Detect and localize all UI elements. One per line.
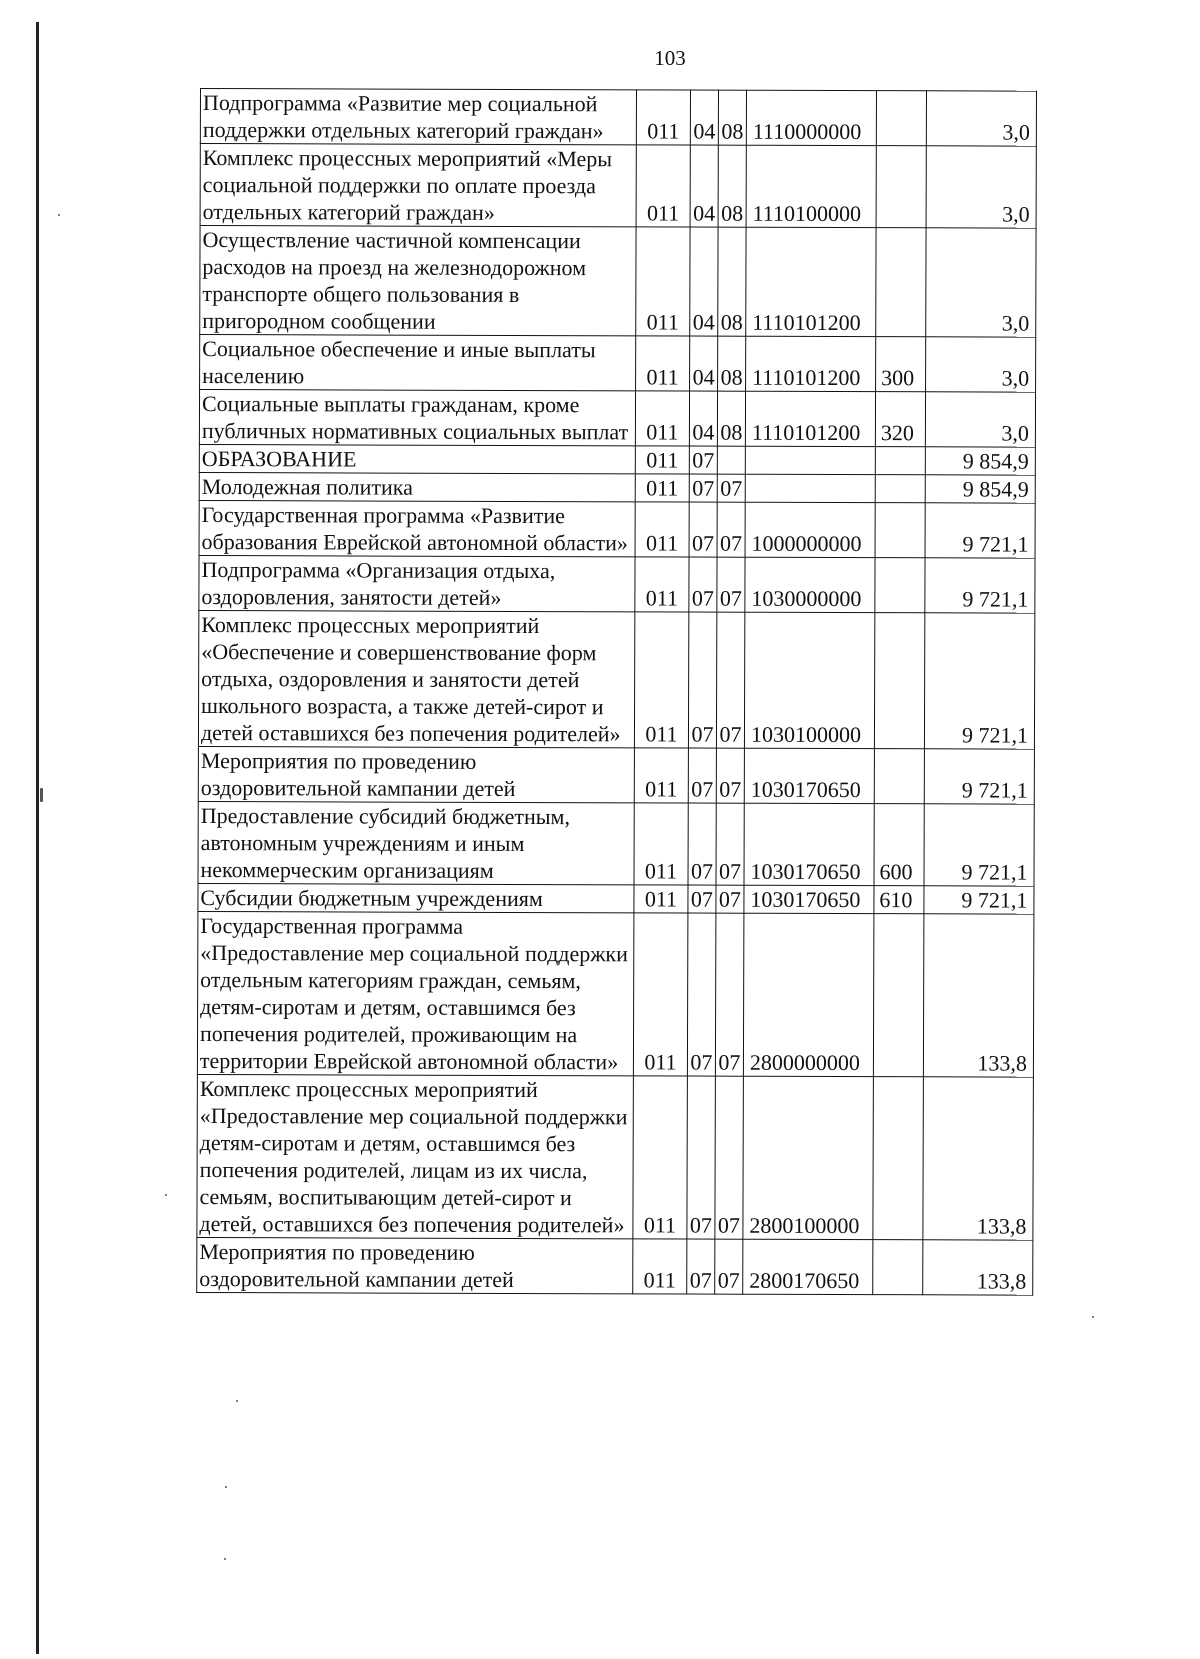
cell-target-code: 1110000000 [746, 90, 876, 145]
cell-name: Предоставление субсидий бюджетным, автономным учреждениям и иным некоммерческим организациям [198, 801, 634, 884]
cell-name: Социальное обеспечение и иные выплаты населению [200, 335, 636, 391]
cell-name: Мероприятия по проведению оздоровительной кампании детей [197, 1237, 633, 1293]
cell-amount: 3,0 [926, 228, 1036, 337]
scan-speck [236, 1400, 238, 1402]
cell-expense-kind-code [875, 558, 925, 613]
cell-ministry-code: 011 [636, 227, 690, 336]
cell-subsection-code: 07 [716, 612, 744, 748]
cell-expense-kind-code: 600 [874, 804, 924, 886]
table-row [199, 390, 1035, 448]
cell-expense-kind-code [874, 749, 924, 804]
cell-expense-kind-code: 610 [874, 886, 924, 914]
cell-subsection-code: 08 [718, 145, 746, 227]
table-row [199, 472, 1035, 503]
cell-name: Комплекс процессных мероприятий «Меры социальной поддержки по оплате проезда отдельных категорий граждан» [200, 144, 636, 227]
cell-ministry-code: 011 [634, 612, 688, 748]
cell-amount: 9 854,9 [925, 475, 1035, 503]
cell-name: Осуществление частичной компенсации расходов на проезд на железнодорожном транспорте общего пользования в пригородном сообщении [200, 226, 636, 336]
cell-subsection-code: 08 [718, 227, 746, 336]
cell-target-code: 2800170650 [743, 1239, 873, 1294]
cell-ministry-code: 011 [635, 391, 689, 446]
cell-ministry-code: 011 [635, 502, 689, 557]
scan-speck [40, 788, 43, 802]
cell-expense-kind-code [873, 1077, 924, 1240]
cell-amount: 133,8 [923, 1077, 1034, 1240]
cell-name: Социальные выплаты гражданам, кроме публичных нормативных социальных выплат [199, 390, 635, 446]
cell-subsection-code: 07 [715, 1239, 743, 1294]
cell-section-code: 04 [690, 227, 718, 336]
table-body [197, 89, 1037, 1296]
cell-subsection-code [717, 446, 745, 474]
cell-subsection-code: 07 [716, 803, 744, 885]
cell-expense-kind-code [875, 475, 925, 503]
cell-section-code: 07 [689, 446, 717, 474]
cell-target-code: 1030170650 [744, 885, 874, 913]
cell-ministry-code: 011 [636, 336, 690, 391]
cell-ministry-code: 011 [634, 803, 688, 885]
cell-subsection-code: 07 [716, 885, 744, 913]
cell-ministry-code: 011 [635, 557, 689, 612]
cell-amount: 9 721,1 [925, 558, 1035, 613]
cell-name: Государственная программа «Развитие образования Еврейской автономной области» [199, 500, 635, 556]
cell-amount: 9 721,1 [924, 886, 1034, 914]
cell-section-code: 07 [688, 885, 716, 913]
scan-speck [58, 214, 60, 216]
cell-section-code: 07 [687, 913, 716, 1076]
cell-target-code: 1030170650 [744, 748, 874, 803]
cell-ministry-code: 011 [633, 1076, 688, 1239]
cell-section-code: 07 [688, 803, 716, 885]
left-margin-line [36, 22, 39, 1654]
cell-amount: 3,0 [926, 337, 1036, 392]
cell-name: Государственная программа «Предоставление мер социальной поддержки отдельным категориям граждан, семьям, детям-сиротам и детям, оставшимся без попечения родителей, проживающим на территории Еврейской автономной области» [197, 911, 634, 1075]
cell-expense-kind-code [874, 613, 924, 749]
cell-expense-kind-code [876, 91, 926, 146]
cell-section-code: 07 [687, 1076, 716, 1239]
cell-name: Подпрограмма «Организация отдыха, оздоровления, занятости детей» [199, 555, 635, 611]
cell-target-code: 2800100000 [743, 1076, 874, 1239]
cell-amount: 9 721,1 [924, 804, 1034, 886]
budget-table [196, 88, 1037, 1296]
scan-speck [165, 1194, 167, 1196]
table-row [199, 555, 1035, 613]
cell-target-code: 1000000000 [745, 502, 875, 557]
cell-amount: 3,0 [926, 91, 1036, 146]
cell-target-code [745, 474, 875, 502]
cell-expense-kind-code: 320 [875, 392, 925, 447]
cell-ministry-code: 011 [635, 474, 689, 502]
cell-ministry-code: 011 [635, 446, 689, 474]
cell-expense-kind-code [873, 914, 924, 1077]
cell-name: Комплекс процессных мероприятий «Предоставление мер социальной поддержки детям-сиротам и детям, оставшимся без попечения родителей, лицам из их числа, семьям, воспитывающим детей-сирот и детей, оставшихся без попечения родителей» [197, 1074, 634, 1238]
cell-target-code: 1030170650 [744, 803, 874, 885]
cell-subsection-code: 07 [715, 913, 744, 1076]
cell-ministry-code: 011 [634, 885, 688, 913]
table-row [198, 746, 1034, 804]
cell-subsection-code: 08 [718, 90, 746, 145]
table-row [198, 801, 1034, 886]
table-row [197, 1237, 1033, 1295]
cell-subsection-code: 07 [717, 474, 745, 502]
cell-name: Подпрограмма «Развитие мер социальной поддержки отдельных категорий граждан» [200, 89, 636, 145]
cell-target-code [745, 446, 875, 474]
cell-amount: 9 854,9 [925, 447, 1035, 475]
cell-section-code: 07 [689, 502, 717, 557]
cell-amount: 133,8 [923, 1240, 1033, 1295]
table-row [200, 335, 1036, 393]
cell-section-code: 04 [689, 391, 717, 446]
cell-amount: 133,8 [923, 914, 1034, 1077]
cell-expense-kind-code [875, 447, 925, 475]
cell-ministry-code: 011 [633, 913, 688, 1076]
cell-section-code: 07 [687, 1239, 715, 1294]
cell-amount: 9 721,1 [924, 613, 1034, 749]
cell-target-code: 1110100000 [746, 145, 876, 227]
cell-expense-kind-code [876, 146, 926, 228]
cell-section-code: 04 [690, 145, 718, 227]
scan-speck [1092, 1316, 1094, 1318]
cell-ministry-code: 011 [636, 145, 690, 227]
cell-section-code: 04 [690, 336, 718, 391]
scan-speck [224, 1558, 226, 1560]
table-row [199, 444, 1035, 475]
cell-target-code: 1030000000 [745, 557, 875, 612]
cell-ministry-code: 011 [636, 90, 690, 145]
page-number: 103 [654, 46, 686, 70]
scan-speck [225, 1486, 227, 1488]
cell-expense-kind-code: 300 [876, 337, 926, 392]
cell-name: ОБРАЗОВАНИЕ [199, 444, 635, 473]
cell-name: Молодежная политика [199, 472, 635, 501]
table-row [200, 89, 1036, 147]
table-row [200, 144, 1036, 229]
table-row [199, 500, 1035, 558]
table-row [198, 610, 1034, 749]
cell-expense-kind-code [876, 228, 926, 337]
cell-amount: 9 721,1 [925, 503, 1035, 558]
cell-expense-kind-code [875, 503, 925, 558]
table-row [197, 1074, 1034, 1240]
table-row [197, 911, 1034, 1077]
cell-subsection-code: 07 [716, 748, 744, 803]
cell-section-code: 04 [690, 90, 718, 145]
cell-amount: 3,0 [926, 146, 1036, 228]
cell-target-code: 1110101200 [746, 227, 876, 336]
cell-amount: 3,0 [925, 392, 1035, 447]
cell-target-code: 1110101200 [746, 336, 876, 391]
table-row [198, 883, 1034, 914]
cell-subsection-code: 08 [717, 391, 745, 446]
cell-ministry-code: 011 [633, 1239, 687, 1294]
table-row [200, 226, 1036, 338]
cell-section-code: 07 [689, 474, 717, 502]
cell-section-code: 07 [688, 748, 716, 803]
cell-amount: 9 721,1 [924, 749, 1034, 804]
cell-expense-kind-code [873, 1240, 923, 1295]
cell-section-code: 07 [688, 612, 716, 748]
cell-name: Мероприятия по проведению оздоровительной кампании детей [198, 746, 634, 802]
cell-subsection-code: 07 [717, 557, 745, 612]
cell-subsection-code: 07 [715, 1076, 744, 1239]
cell-subsection-code: 07 [717, 502, 745, 557]
cell-name: Комплекс процессных мероприятий «Обеспечение и совершенствование форм отдыха, оздоровления и занятости детей школьного возраста, а также детей-сирот и детей оставшихся без попечения родителей» [198, 610, 634, 747]
cell-target-code: 1030100000 [744, 612, 874, 748]
cell-name: Субсидии бюджетным учреждениям [198, 883, 634, 912]
cell-subsection-code: 08 [718, 336, 746, 391]
cell-target-code: 2800000000 [743, 913, 874, 1076]
cell-ministry-code: 011 [634, 748, 688, 803]
cell-section-code: 07 [689, 557, 717, 612]
cell-target-code: 1110101200 [745, 391, 875, 446]
